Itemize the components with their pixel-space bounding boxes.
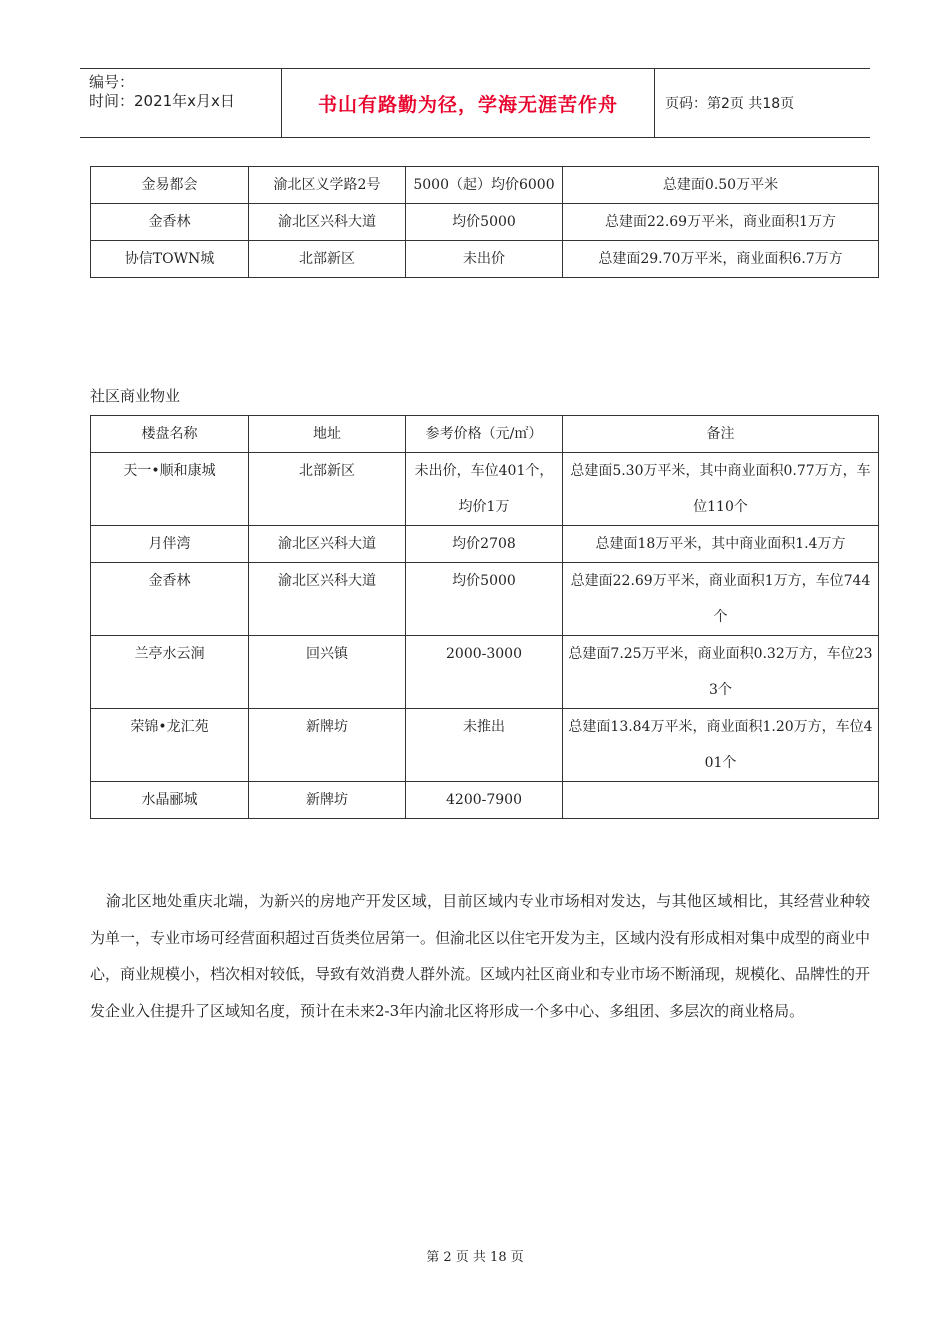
table-cell: 渝北区兴科大道	[249, 526, 406, 563]
table-cell: 2000-3000	[406, 636, 563, 709]
table-cell: 月伴湾	[91, 526, 249, 563]
table-row	[91, 636, 879, 709]
section-title: 社区商业物业	[90, 387, 181, 405]
table-cell: 兰亭水云涧	[91, 636, 249, 709]
serial-label: 编号：	[89, 73, 135, 91]
page-header	[80, 68, 870, 138]
table-cell: 回兴镇	[249, 636, 406, 709]
table-cell: 协信TOWN城	[91, 241, 249, 278]
table-row	[91, 204, 879, 241]
table-cell: 总建面18万平米，其中商业面积1.4万方	[563, 526, 879, 563]
date-label: 时间：2021年x月x日	[89, 92, 235, 110]
table-cell: 均价5000	[406, 204, 563, 241]
table-cell: 未出价，车位401个，均价1万	[406, 453, 563, 526]
table-cell: 总建面13.84万平米，商业面积1.20万方，车位401个	[563, 709, 879, 782]
body-paragraph: 渝北区地处重庆北端，为新兴的房地产开发区域，目前区域内专业市场相对发达，与其他区域相比，其经营业种较为单一，专业市场可经营面积超过百货类位居第一。但渝北区以住宅开发为主，区域内没有形成相对集中成型的商业中心，商业规模小，档次相对较低，导致有效消费人群外流。区域内社区商业和专业市场不断涌现，规模化、品牌性的开发企业入住提升了区域知名度，预计在未来2-3年内渝北区将形成一个多中心、多组团、多层次的商业格局。	[90, 892, 871, 1020]
table-cell: 5000（起）均价6000	[406, 167, 563, 204]
table-cell	[563, 782, 879, 819]
table-cell: 总建面5.30万平米，其中商业面积0.77万方，车位110个	[563, 453, 879, 526]
column-header: 参考价格（元/㎡）	[406, 416, 563, 453]
table-cell: 均价5000	[406, 563, 563, 636]
table-row	[91, 563, 879, 636]
table-cell: 未推出	[406, 709, 563, 782]
table-cell: 总建面29.70万平米，商业面积6.7万方	[563, 241, 879, 278]
header-motto: 书山有路勤为径，学海无涯苦作舟	[282, 69, 655, 137]
table-cell: 总建面22.69万平米，商业面积1万方，车位744个	[563, 563, 879, 636]
table-row	[91, 782, 879, 819]
table-cell: 天一•顺和康城	[91, 453, 249, 526]
table-cell: 荣锦•龙汇苑	[91, 709, 249, 782]
community-commercial-table	[90, 415, 879, 819]
header-page-number: 页码：第2页 共18页	[665, 96, 795, 112]
table-cell: 均价2708	[406, 526, 563, 563]
table-cell: 渝北区兴科大道	[249, 563, 406, 636]
table-row	[91, 526, 879, 563]
table-cell: 未出价	[406, 241, 563, 278]
table-row	[91, 709, 879, 782]
column-header: 地址	[249, 416, 406, 453]
table-cell: 北部新区	[249, 453, 406, 526]
table-cell: 总建面0.50万平米	[563, 167, 879, 204]
table-cell: 北部新区	[249, 241, 406, 278]
table-cell: 渝北区义学路2号	[249, 167, 406, 204]
table-row	[91, 241, 879, 278]
header-meta	[80, 69, 282, 137]
table-row	[91, 167, 879, 204]
table-cell: 金香林	[91, 563, 249, 636]
column-header: 楼盘名称	[91, 416, 249, 453]
table-cell: 4200-7900	[406, 782, 563, 819]
table-cell: 新牌坊	[249, 782, 406, 819]
table-cell: 金易都会	[91, 167, 249, 204]
table-cell: 新牌坊	[249, 709, 406, 782]
page-footer: 第 2 页 共 18 页	[426, 1250, 524, 1265]
table-cell: 渝北区兴科大道	[249, 204, 406, 241]
table-row	[91, 453, 879, 526]
table-header-row	[91, 416, 879, 453]
table-cell: 金香林	[91, 204, 249, 241]
project-table-top	[90, 166, 879, 278]
table-cell: 水晶郦城	[91, 782, 249, 819]
table-cell: 总建面22.69万平米，商业面积1万方	[563, 204, 879, 241]
table-cell: 总建面7.25万平米，商业面积0.32万方，车位233个	[563, 636, 879, 709]
column-header: 备注	[563, 416, 879, 453]
